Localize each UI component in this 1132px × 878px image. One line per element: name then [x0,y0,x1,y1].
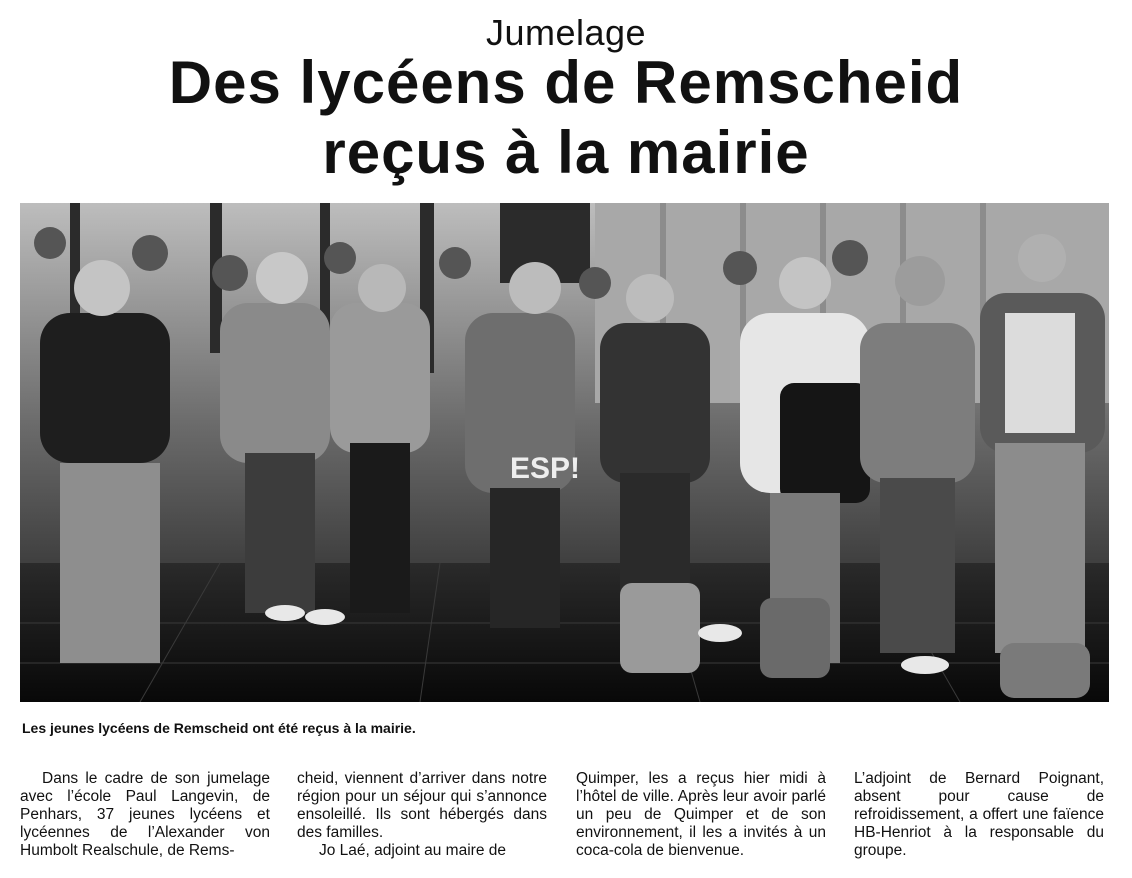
photo-caption: Les jeunes lycéens de Remscheid ont été reçus à la mairie. [22,720,416,736]
column-2-paragraph-1: cheid, viennent d’arriver dans notre région pour un séjour qui s’annonce ensoleillé. Ils sont hébergés dans des familles. [297,770,547,841]
group-photo-illustration [20,203,1109,702]
headline-line-2: reçus à la mairie [322,119,810,186]
column-1-paragraph-1: Dans le cadre de son jumelage avec l’école Paul Langevin, de Penhars, 37 jeunes lycéens et lycéennes de l’Alexander von Humbolt Realschule, de Rems- [20,770,270,859]
column-4-paragraph-1: L’adjoint de Bernard Poignant, absent pour cause de refroidissement, a offert une faïence HB-Henriot à la responsable du groupe. [854,770,1104,859]
column-3-paragraph-1: Quimper, les a reçus hier midi à l’hôtel de ville. Après leur avoir parlé un peu de Quimper et de son environnement, il les a invités à un coca-cola de bienvenue. [576,770,826,859]
text-column-2 [297,770,547,860]
headline-line-1: Des lycéens de Remscheid [168,49,964,116]
text-column-3 [576,770,826,860]
article-kicker: Jumelage [485,12,647,53]
group-photo [20,203,1109,702]
bag-print-text: ESP! [510,452,581,485]
text-column-1 [20,770,270,860]
text-column-4 [854,770,1104,860]
article-headline [0,48,1132,188]
column-2-paragraph-2: Jo Laé, adjoint au maire de [319,842,506,859]
